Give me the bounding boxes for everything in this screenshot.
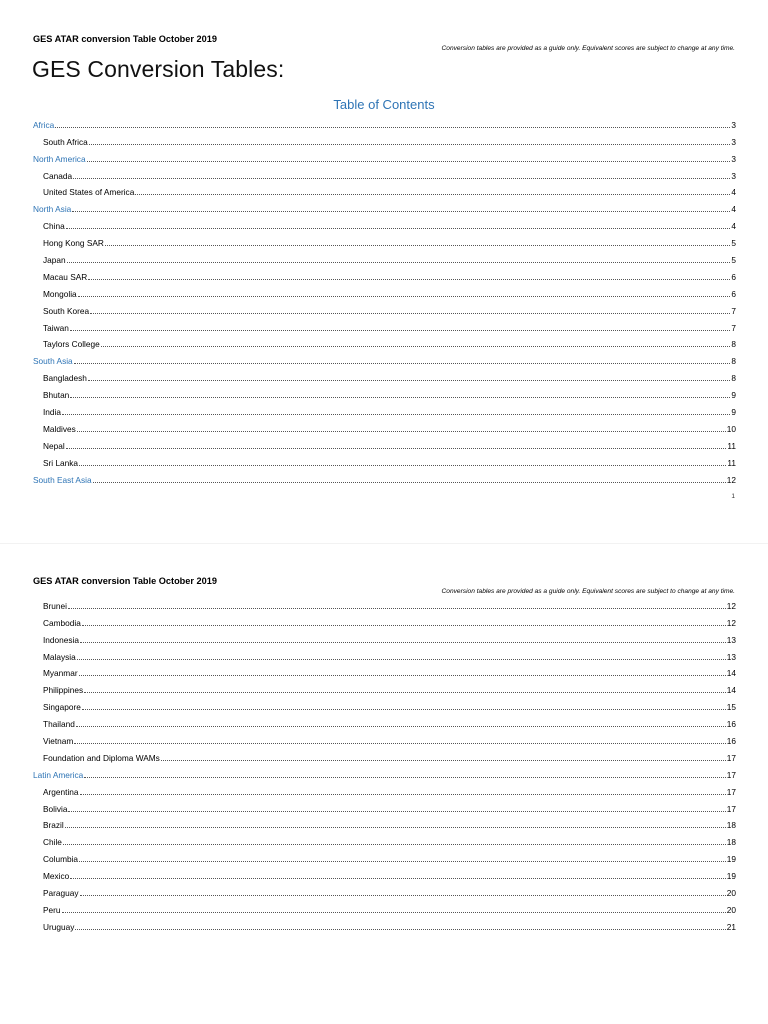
- toc-entry-label: Columbia: [43, 854, 79, 865]
- toc-entry-label: Paraguay: [43, 888, 79, 899]
- toc-entry-page-number: 19: [726, 854, 736, 865]
- toc-dot-leader: [77, 659, 726, 660]
- toc-entry-page-number: 9: [731, 390, 736, 401]
- toc-entry-page-number: 5: [731, 238, 736, 249]
- toc-entry-label: Mexico: [43, 871, 70, 882]
- toc-entry-page-number: 21: [726, 921, 736, 932]
- toc-entry-page-number: 3: [731, 136, 736, 147]
- toc-entry[interactable]: [33, 814, 736, 831]
- toc-entry[interactable]: [33, 611, 736, 628]
- toc-entry-label: Africa: [33, 119, 55, 130]
- toc-heading: Table of Contents: [333, 97, 435, 112]
- toc-entry[interactable]: [33, 915, 736, 932]
- toc-dot-leader: [73, 178, 730, 179]
- toc-dot-leader: [72, 211, 730, 212]
- toc-entry-page-number: 3: [731, 119, 736, 130]
- toc-entry[interactable]: [33, 898, 736, 915]
- toc-dot-leader: [75, 929, 725, 930]
- toc-entry-page-number: 17: [726, 769, 736, 780]
- toc-entry-page-number: 17: [726, 786, 736, 797]
- toc-entry[interactable]: [33, 628, 736, 645]
- document-header-title: GES ATAR conversion Table October 2019: [33, 576, 217, 586]
- toc-entry-label: Bolivia: [43, 803, 68, 814]
- toc-entry-page-number: 12: [726, 600, 736, 611]
- toc-entry-page-number: 4: [731, 204, 736, 215]
- toc-dot-leader: [89, 144, 731, 145]
- toc-entry[interactable]: [33, 830, 736, 847]
- toc-entry-page-number: 17: [726, 752, 736, 763]
- toc-dot-leader: [65, 827, 726, 828]
- toc-entry-label: South Asia: [33, 356, 73, 367]
- toc-entry[interactable]: [33, 847, 736, 864]
- toc-dot-leader: [68, 608, 726, 609]
- toc-entry-page-number: 12: [726, 474, 736, 485]
- toc-dot-leader: [63, 844, 726, 845]
- toc-dot-leader: [62, 414, 730, 415]
- toc-entry-page-number: 14: [726, 668, 736, 679]
- toc-entry-label: United States of America: [43, 187, 135, 198]
- page-title: GES Conversion Tables:: [32, 56, 285, 82]
- toc-entry[interactable]: [33, 299, 736, 316]
- toc-section-entry[interactable]: [33, 197, 736, 214]
- disclaimer-note: Conversion tables are provided as a guide only. Equivalent scores are subject to change at any time.: [441, 588, 735, 595]
- page-number: 1: [731, 493, 735, 500]
- toc-entry-page-number: 3: [731, 153, 736, 164]
- toc-dot-leader: [67, 262, 731, 263]
- toc-entry-page-number: 13: [726, 651, 736, 662]
- toc-dot-leader: [77, 431, 726, 432]
- document-header-title: GES ATAR conversion Table October 2019: [33, 34, 217, 44]
- toc-entry-page-number: 16: [726, 736, 736, 747]
- toc-entry-page-number: 11: [727, 457, 736, 468]
- toc-entry[interactable]: [33, 164, 736, 181]
- toc-entry-page-number: 3: [731, 170, 736, 181]
- toc-entry[interactable]: [33, 366, 736, 383]
- toc-entry-page-number: 8: [731, 356, 736, 367]
- toc-entry-label: South Korea: [43, 305, 90, 316]
- toc-entry-label: China: [43, 221, 65, 232]
- document-page-2: [0, 548, 768, 1024]
- toc-entry-page-number: 17: [726, 803, 736, 814]
- toc-dot-leader: [105, 245, 730, 246]
- toc-entry[interactable]: [33, 695, 736, 712]
- toc-entry-label: Philippines: [43, 685, 84, 696]
- toc-dot-leader: [55, 127, 730, 128]
- toc-entry-label: North America: [33, 153, 86, 164]
- toc-entry[interactable]: [33, 712, 736, 729]
- toc-dot-leader: [78, 296, 731, 297]
- toc-entry[interactable]: [33, 316, 736, 333]
- toc-entry-page-number: 12: [726, 617, 736, 628]
- toc-dot-leader: [80, 895, 726, 896]
- toc-entry[interactable]: [33, 451, 736, 468]
- toc-entry[interactable]: [33, 383, 736, 400]
- toc-dot-leader: [80, 794, 726, 795]
- toc-entry-label: Singapore: [43, 702, 81, 713]
- toc-entry-label: South Africa: [43, 136, 88, 147]
- toc-dot-leader: [68, 811, 725, 812]
- toc-entry-label: Indonesia: [43, 634, 79, 645]
- toc-dot-leader: [82, 709, 726, 710]
- toc-entry-page-number: 4: [731, 187, 736, 198]
- toc-entry-label: North Asia: [33, 204, 72, 215]
- toc-entry-label: Brazil: [43, 820, 64, 831]
- toc-entry[interactable]: [33, 881, 736, 898]
- toc-entry-page-number: 13: [726, 634, 736, 645]
- toc-dot-leader: [161, 760, 726, 761]
- toc-entry-page-number: 11: [727, 440, 736, 451]
- toc-entry-page-number: 19: [726, 871, 736, 882]
- toc-entry[interactable]: [33, 594, 736, 611]
- toc-entry-label: Mongolia: [43, 288, 77, 299]
- toc-entry-label: Thailand: [43, 719, 75, 730]
- toc-entry-page-number: 10: [726, 423, 736, 434]
- toc-entry-label: Malaysia: [43, 651, 76, 662]
- toc-entry[interactable]: [33, 780, 736, 797]
- toc-entry[interactable]: [33, 265, 736, 282]
- toc-entry-page-number: 20: [726, 888, 736, 899]
- toc-dot-leader: [70, 397, 730, 398]
- toc-section-entry[interactable]: [33, 147, 736, 164]
- toc-entry-label: Argentina: [43, 786, 79, 797]
- toc-entry-label: South East Asia: [33, 474, 92, 485]
- toc-entry-page-number: 9: [731, 407, 736, 418]
- toc-entry-label: India: [43, 407, 61, 418]
- toc-entry-label: Foundation and Diploma WAMs: [43, 752, 160, 763]
- toc-entry-label: Hong Kong SAR: [43, 238, 104, 249]
- page-divider: [0, 543, 768, 544]
- toc-dot-leader: [66, 448, 727, 449]
- toc-dot-leader: [84, 692, 726, 693]
- toc-entry-label: Taiwan: [43, 322, 69, 333]
- toc-dot-leader: [84, 777, 725, 778]
- toc-entry[interactable]: [33, 434, 736, 451]
- toc-section-entry[interactable]: [33, 349, 736, 366]
- toc-dot-leader: [88, 380, 731, 381]
- toc-list-page-2: [33, 594, 736, 932]
- toc-entry-label: Latin America: [33, 769, 84, 780]
- toc-dot-leader: [66, 228, 731, 229]
- toc-entry-page-number: 7: [731, 305, 736, 316]
- toc-dot-leader: [101, 346, 731, 347]
- toc-entry-page-number: 7: [731, 322, 736, 333]
- toc-entry[interactable]: [33, 864, 736, 881]
- toc-entry[interactable]: [33, 282, 736, 299]
- toc-dot-leader: [88, 279, 730, 280]
- toc-entry-label: Vietnam: [43, 736, 74, 747]
- toc-entry-label: Sri Lanka: [43, 457, 79, 468]
- toc-entry[interactable]: [33, 400, 736, 417]
- toc-dot-leader: [80, 642, 726, 643]
- toc-dot-leader: [70, 878, 725, 879]
- toc-section-entry[interactable]: [33, 113, 736, 130]
- toc-dot-leader: [82, 625, 726, 626]
- toc-entry-page-number: 4: [731, 221, 736, 232]
- toc-entry[interactable]: [33, 662, 736, 679]
- toc-dot-leader: [76, 726, 726, 727]
- toc-dot-leader: [62, 912, 726, 913]
- toc-entry-label: Bangladesh: [43, 373, 87, 384]
- toc-entry[interactable]: [33, 645, 736, 662]
- toc-entry[interactable]: [33, 248, 736, 265]
- toc-dot-leader: [87, 161, 731, 162]
- toc-entry[interactable]: [33, 231, 736, 248]
- toc-entry[interactable]: [33, 181, 736, 198]
- toc-dot-leader: [93, 482, 726, 483]
- toc-entry[interactable]: [33, 729, 736, 746]
- toc-entry-label: Uruguay: [43, 921, 75, 932]
- toc-list-page-1: [33, 113, 736, 485]
- toc-entry-page-number: 6: [731, 271, 736, 282]
- toc-entry[interactable]: [33, 130, 736, 147]
- toc-entry[interactable]: [33, 678, 736, 695]
- toc-entry-page-number: 8: [731, 373, 736, 384]
- toc-dot-leader: [79, 465, 726, 466]
- toc-entry-label: Nepal: [43, 440, 65, 451]
- toc-entry[interactable]: [33, 417, 736, 434]
- toc-entry-label: Myanmar: [43, 668, 78, 679]
- toc-section-entry[interactable]: [33, 468, 736, 485]
- toc-entry-page-number: 15: [726, 702, 736, 713]
- toc-entry-page-number: 14: [726, 685, 736, 696]
- toc-entry-label: Macau SAR: [43, 271, 88, 282]
- toc-entry-label: Taylors College: [43, 339, 100, 350]
- toc-entry[interactable]: [33, 333, 736, 350]
- toc-dot-leader: [74, 363, 731, 364]
- toc-entry-label: Cambodia: [43, 617, 81, 628]
- toc-dot-leader: [90, 313, 730, 314]
- toc-dot-leader: [70, 330, 731, 331]
- toc-entry-label: Japan: [43, 255, 66, 266]
- toc-entry-page-number: 8: [731, 339, 736, 350]
- toc-dot-leader: [74, 743, 725, 744]
- toc-entry-page-number: 6: [731, 288, 736, 299]
- toc-entry-page-number: 18: [726, 837, 736, 848]
- toc-section-entry[interactable]: [33, 763, 736, 780]
- toc-entry[interactable]: [33, 214, 736, 231]
- toc-entry-page-number: 18: [726, 820, 736, 831]
- toc-dot-leader: [79, 861, 726, 862]
- toc-entry[interactable]: [33, 746, 736, 763]
- toc-entry-label: Bhutan: [43, 390, 70, 401]
- toc-entry-page-number: 16: [726, 719, 736, 730]
- toc-dot-leader: [135, 194, 730, 195]
- toc-entry-page-number: 20: [726, 904, 736, 915]
- toc-entry[interactable]: [33, 797, 736, 814]
- toc-entry-label: Chile: [43, 837, 62, 848]
- toc-entry-label: Canada: [43, 170, 73, 181]
- toc-entry-label: Maldives: [43, 423, 76, 434]
- toc-entry-label: Brunei: [43, 600, 67, 611]
- toc-entry-label: Peru: [43, 904, 61, 915]
- toc-entry-page-number: 5: [731, 255, 736, 266]
- disclaimer-note: Conversion tables are provided as a guide only. Equivalent scores are subject to change at any time.: [441, 45, 735, 52]
- toc-dot-leader: [79, 675, 726, 676]
